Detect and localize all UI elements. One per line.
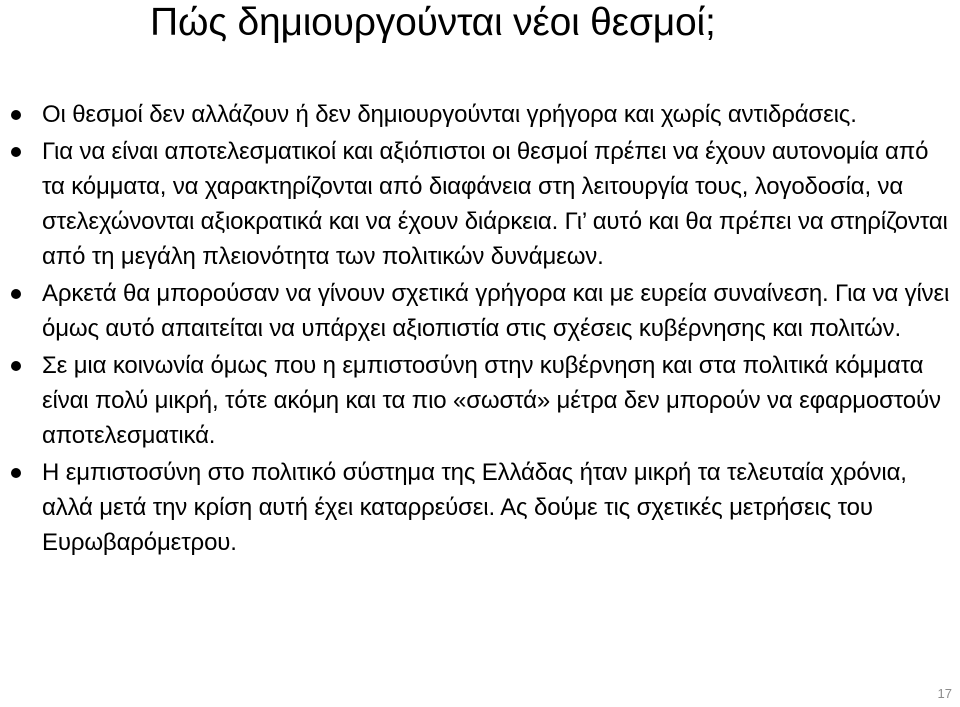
bullet-text: Για να είναι αποτελεσματικοί και αξιόπιστοι οι θεσμοί πρέπει να έχουν αυτονομία από τα κόμματα, να χαρακτηρίζονται από διαφάνεια στη λειτουργία τους, λογοδοσία, να στελεχώνονται αξιοκρατικά και να έχουν διάρκεια. Γι’ αυτό και θα πρέπει να στηρίζονται από τη μεγάλη πλειονότητα των πολιτικών δυνάμεων.	[42, 138, 948, 270]
bullet-item	[0, 97, 960, 132]
bullet-list	[0, 97, 960, 562]
page-number: 17	[937, 686, 952, 701]
bullet-dot-icon	[11, 147, 21, 157]
bullet-item	[0, 134, 960, 274]
bullet-item	[0, 455, 960, 560]
bullet-dot-icon	[11, 289, 21, 299]
bullet-dot-icon	[11, 361, 21, 371]
bullet-dot-icon	[11, 468, 21, 478]
bullet-text: Αρκετά θα μπορούσαν να γίνουν σχετικά γρήγορα και με ευρεία συναίνεση. Για να γίνει όμως αυτό απαιτείται να υπάρχει αξιοπιστία στις σχέσεις κυβέρνησης και πολιτών.	[42, 280, 950, 342]
bullet-text: Σε μια κοινωνία όμως που η εμπιστοσύνη στην κυβέρνηση και στα πολιτικά κόμματα είναι πολύ μικρή, τότε ακόμη και τα πιο «σωστά» μέτρα δεν μπορούν να εφαρμοστούν αποτελεσματικά.	[42, 352, 941, 449]
bullet-text: Η εμπιστοσύνη στο πολιτικό σύστημα της Ελλάδας ήταν μικρή τα τελευταία χρόνια, αλλά μετά την κρίση αυτή έχει καταρρεύσει. Ας δούμε τις σχετικές μετρήσεις του Ευρωβαρόμετρου.	[42, 459, 907, 556]
bullet-item	[0, 348, 960, 453]
slide-title: Πώς δημιουργούνται νέοι θεσμοί;	[150, 1, 716, 44]
bullet-text: Οι θεσμοί δεν αλλάζουν ή δεν δημιουργούνται γρήγορα και χωρίς αντιδράσεις.	[42, 101, 857, 128]
bullet-dot-icon	[11, 110, 21, 120]
bullet-item	[0, 276, 960, 346]
